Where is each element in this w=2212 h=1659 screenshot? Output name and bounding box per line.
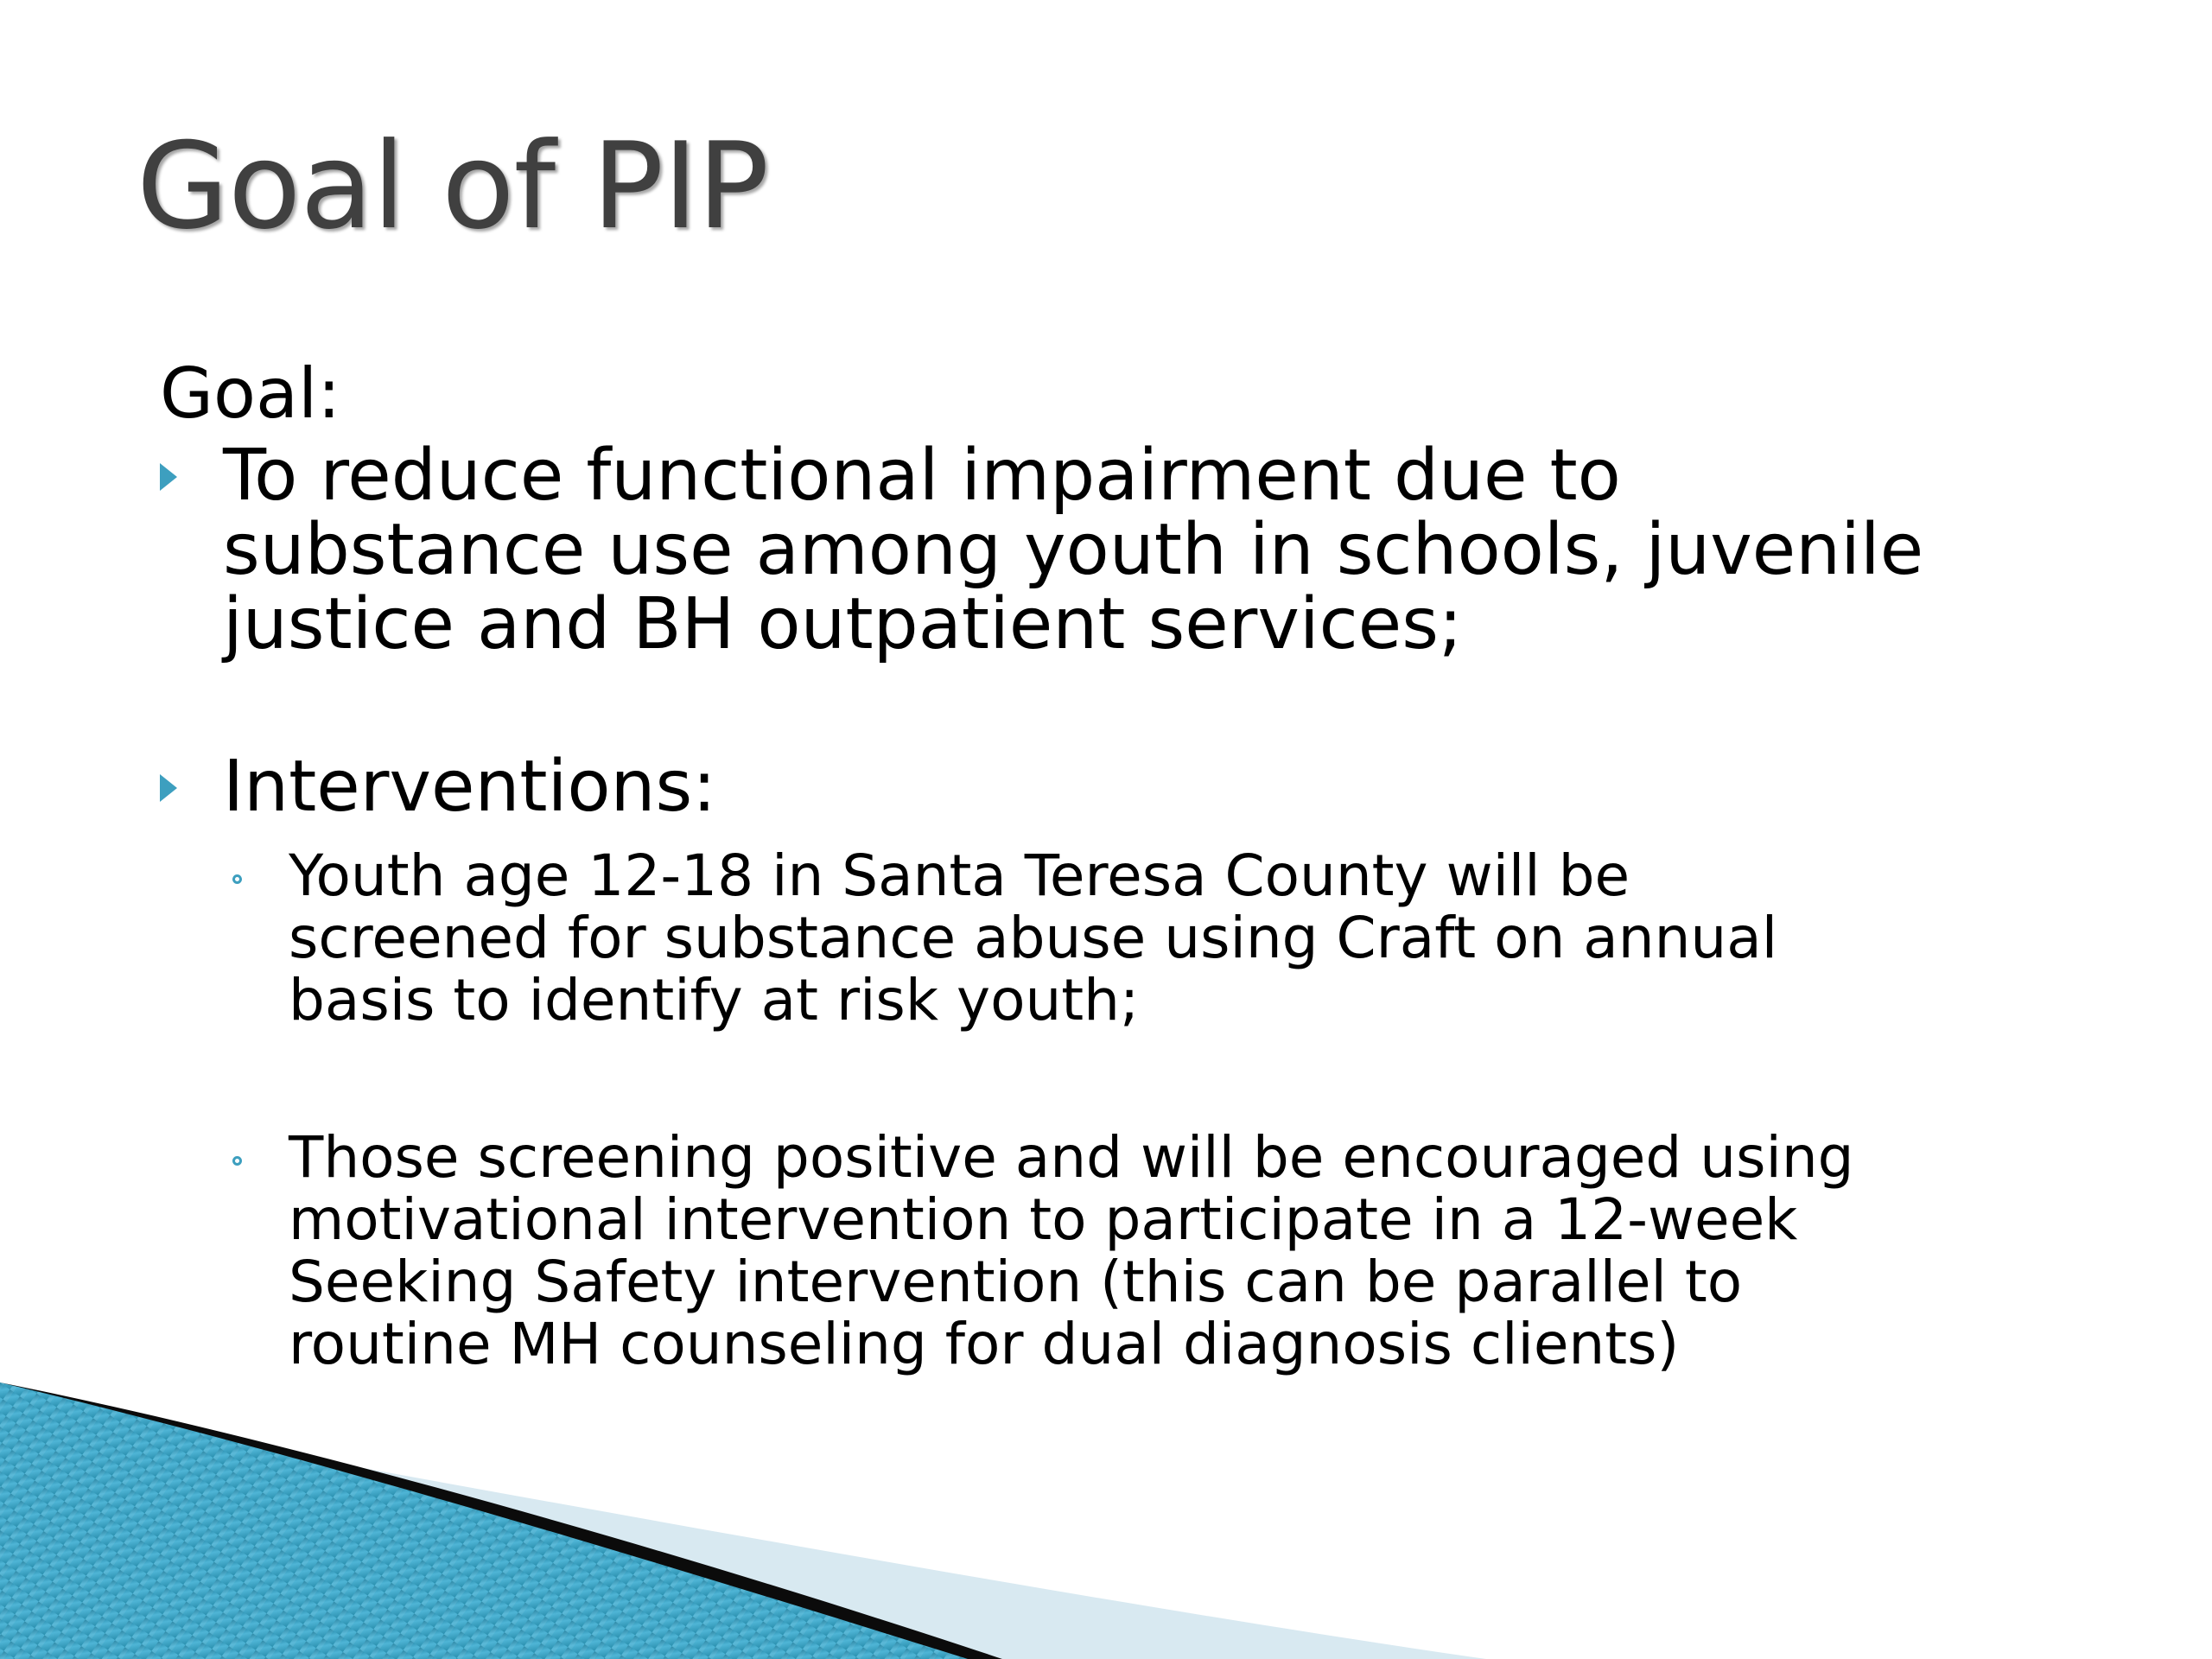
circle-bullet-icon	[232, 1156, 242, 1166]
slide-title: Goal of PIP	[137, 117, 769, 256]
sub-bullet-line: routine MH counseling for dual diagnosis clients)	[289, 1311, 1680, 1377]
bullet-goal	[160, 435, 2095, 665]
bullet-line: substance use among youth in schools, juvenile	[223, 509, 1924, 591]
bullet-line: To reduce functional impairment due to	[223, 435, 1621, 517]
bullet-line: justice and BH outpatient services;	[223, 583, 1463, 665]
sub-bullet-line: Those screening positive and will be encouraged using	[289, 1124, 1854, 1191]
deco-teal-panel	[0, 1382, 968, 1659]
sub-bullet-list	[160, 842, 2095, 1377]
triangle-bullet-icon	[160, 774, 177, 802]
sub-bullet-line: Youth age 12-18 in Santa Teresa County will be	[289, 842, 1630, 909]
slide-body	[160, 354, 2095, 1376]
sub-bullet-seeking-safety	[160, 1124, 2095, 1377]
sub-bullet-screening	[160, 842, 2095, 1033]
triangle-bullet-icon	[160, 463, 177, 491]
sub-bullet-line: motivational intervention to participate in a 12-week	[289, 1186, 1798, 1253]
bullet-interventions	[160, 746, 2095, 828]
sub-bullet-line: basis to identify at risk youth;	[289, 967, 1140, 1033]
circle-bullet-icon	[232, 874, 242, 884]
sub-bullet-line: screened for substance abuse using Craft on annual	[289, 905, 1778, 971]
goal-label: Goal:	[160, 353, 341, 434]
bullet-line: Interventions:	[223, 746, 716, 828]
decorative-wave-graphic	[0, 1382, 2212, 1659]
sub-bullet-line: Seeking Safety intervention (this can be parallel to	[289, 1249, 1743, 1315]
